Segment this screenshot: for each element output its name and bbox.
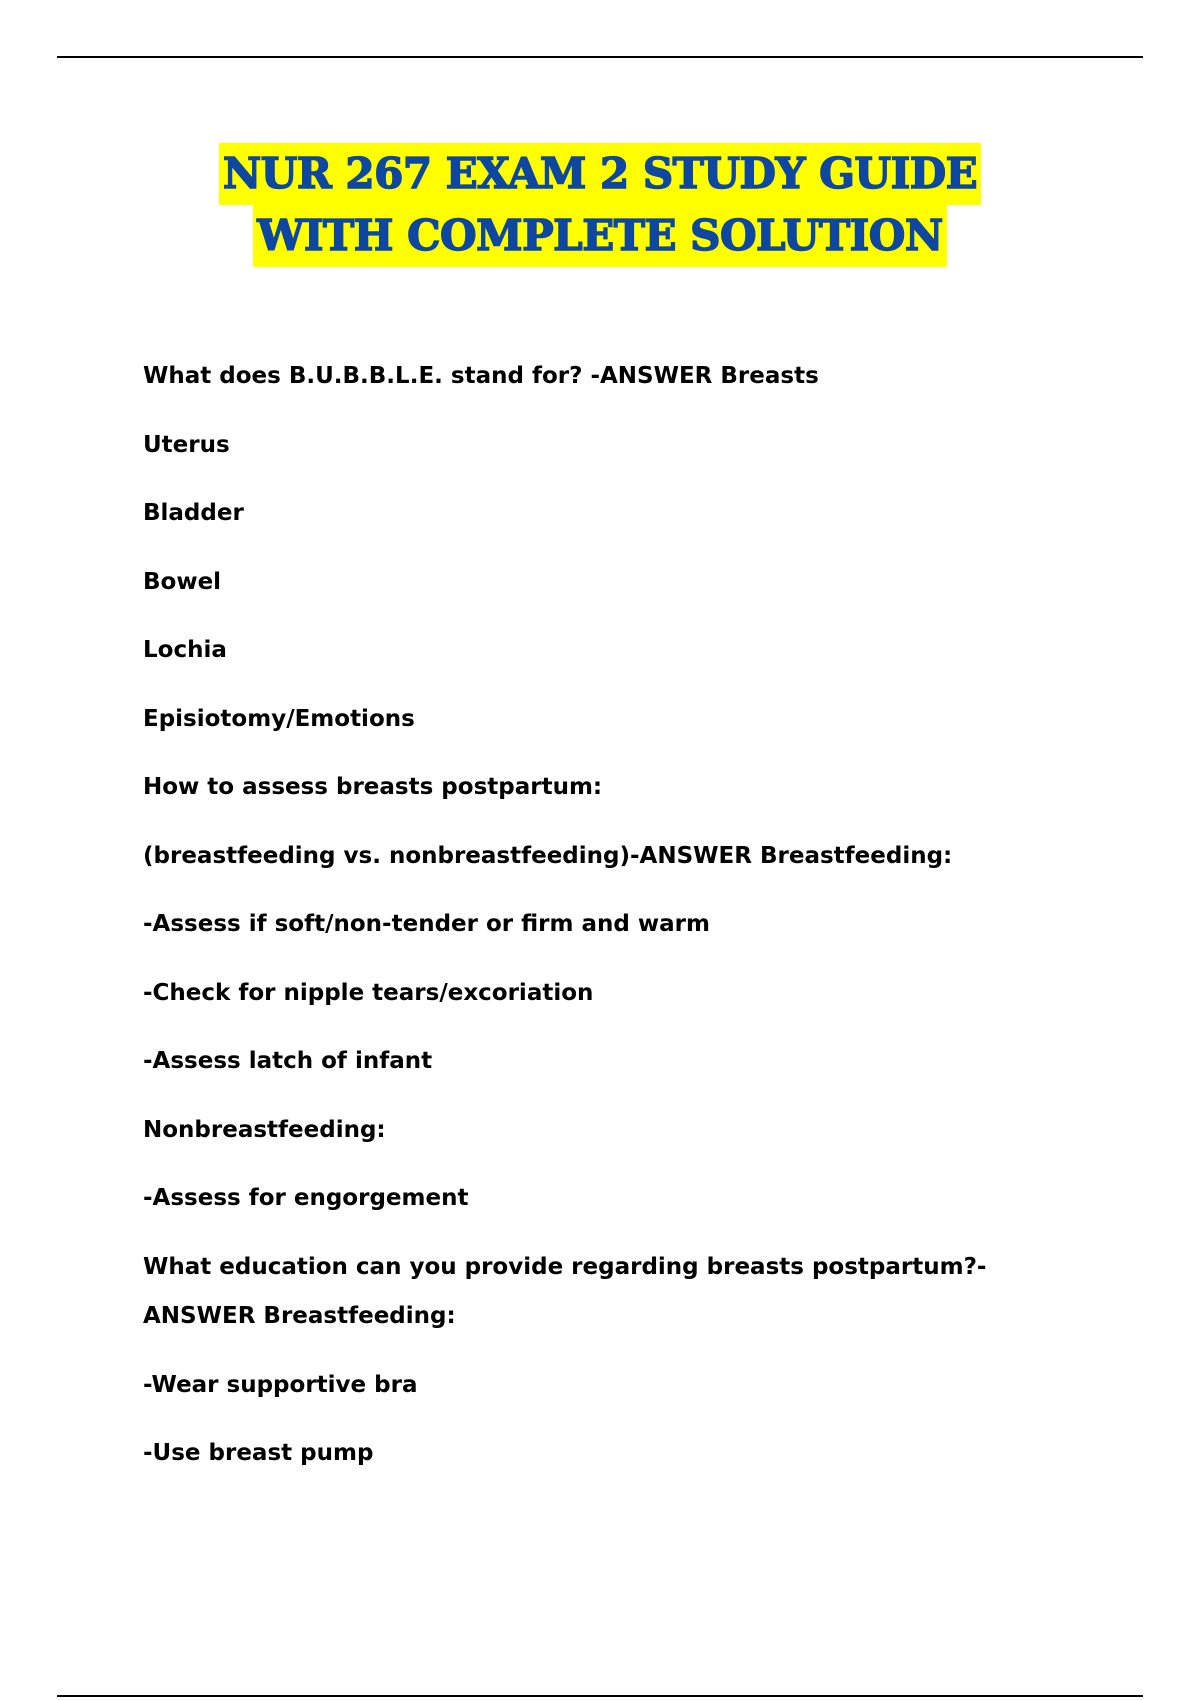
- answer-line: Lochia: [143, 637, 227, 663]
- title-line-1: NUR 267 EXAM 2 STUDY GUIDE: [219, 143, 981, 205]
- answer-line: Uterus: [143, 431, 230, 458]
- question-bubble: What does B.U.B.B.L.E. stand for? -ANSWER Breasts: [143, 363, 819, 389]
- top-rule: [57, 56, 1143, 58]
- title-line-2: WITH COMPLETE SOLUTION: [253, 205, 947, 267]
- answer-line: -Assess for engorgement: [143, 1185, 469, 1211]
- question-assess-breasts: How to assess breasts postpartum:: [143, 774, 603, 800]
- answer-line: Bowel: [143, 568, 222, 595]
- answer-line: -Wear supportive bra: [143, 1371, 418, 1398]
- answer-line: Episiotomy/Emotions: [143, 705, 415, 732]
- answer-line: Bladder: [143, 500, 244, 526]
- answer-line: Nonbreastfeeding:: [143, 1116, 386, 1143]
- document-title: [0, 143, 1200, 267]
- answer-line: -Use breast pump: [143, 1440, 374, 1466]
- bottom-rule: [57, 1695, 1143, 1697]
- question-education: What education can you provide regarding breasts postpartum?-ANSWER Breastfeeding:: [143, 1253, 987, 1329]
- answer-line: -Assess if soft/non-tender or firm and warm: [143, 911, 710, 937]
- document-body: [143, 361, 1063, 1507]
- answer-line: -Assess latch of infant: [143, 1048, 433, 1074]
- answer-line: (breastfeeding vs. nonbreastfeeding)-ANSWER Breastfeeding:: [143, 842, 953, 869]
- answer-line: -Check for nipple tears/excoriation: [143, 979, 594, 1006]
